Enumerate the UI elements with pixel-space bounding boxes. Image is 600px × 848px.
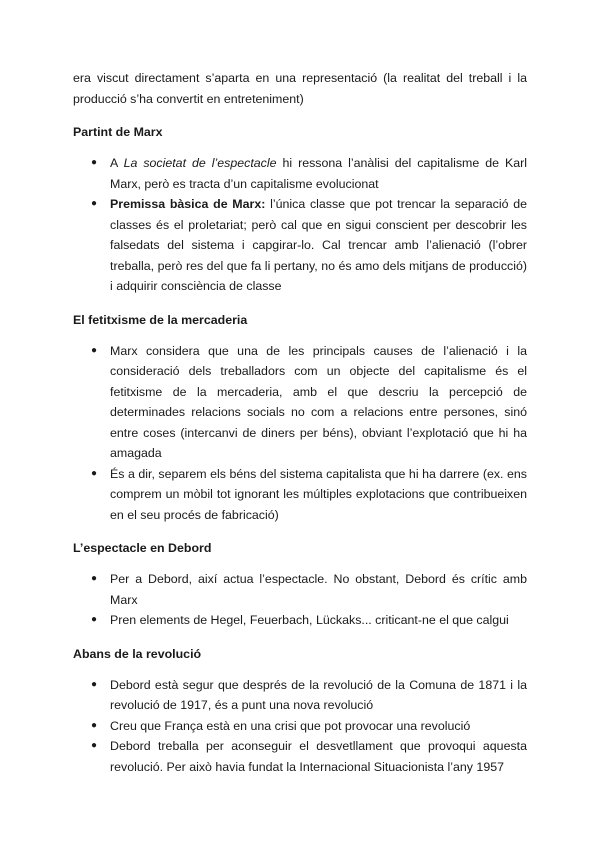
intro-paragraph: era viscut directament s’aparta en una representació (la realitat del treball i la producció s’ha convertit en entreteniment) (73, 71, 527, 106)
list-item: ● Pren elements de Hegel, Feuerbach, Lückaks... criticant-ne el que calgui (73, 610, 527, 631)
book-title: La societat de l’espectacle (123, 156, 277, 170)
list-item: ● Marx considera que una de les principals causes de l’alienació i la consideració dels treballadors com un objecte del capitalisme és el fetitxisme de la mercaderia, amb el que descriu la percepció de determinades relacions socials no com a relacions entre persones, sinó entre coses (intercanvi de diners per béns), obviant l’explotació que hi ha amagada (73, 341, 527, 464)
bullet-icon: ● (90, 198, 98, 209)
bullet-icon: ● (90, 678, 98, 690)
list-item: ● Per a Debord, així actua l’espectacle. No obstant, Debord és crític amb Marx (73, 569, 527, 610)
bullet-list-abans-revolucio (73, 675, 527, 778)
list-item: ● Debord està segur que després de la revolució de la Comuna de 1871 i la revolució de 1917, és a punt una nova revolució (73, 675, 527, 716)
bullet-icon: ● (90, 740, 98, 751)
bullet-icon: ● (90, 344, 98, 356)
bullet-icon: ● (90, 157, 98, 168)
bold-lead: Premissa bàsica de Marx: (110, 197, 266, 211)
list-item: ● És a dir, separem els béns del sistema capitalista que hi ha darrere (ex. ens comprem un mòbil tot ignorant les múltiples explotacions que contribueixen en el seu procés de fabricació) (73, 464, 527, 526)
bullet-icon: ● (90, 719, 98, 731)
list-item: ● Creu que França està en una crisi que pot provocar una revolució (73, 716, 527, 737)
list-item: ● Debord treballa per aconseguir el desvetllament que provoqui aquesta revolució. Per això havia fundat la Internacional Situacionista l’any 1957 (73, 736, 527, 777)
list-item: ● Premissa bàsica de Marx: l’única classe que pot trencar la separació de classes és el proletariat; però cal que en sigui conscient per descobrir les falsedats del sistema i capgirar-lo. Cal trencar amb l’alienació (l’obrer treballa, però res del que fa li pertany, no és amo dels mitjans de producció) i adquirir consciència de classe (73, 194, 527, 297)
section-heading-partint-de-marx: Partint de Marx (73, 125, 163, 139)
section-heading-espectacle-debord: L’espectacle en Debord (73, 541, 212, 555)
document-page (73, 68, 527, 777)
bullet-list-fetitxisme (73, 341, 527, 526)
bullet-list-espectacle-debord (73, 569, 527, 631)
section-heading-abans-revolucio: Abans de la revolució (73, 646, 202, 661)
bullet-icon: ● (90, 614, 98, 625)
bullet-list-partint-de-marx (73, 153, 527, 297)
list-item: ● A La societat de l’espectacle hi ressona l’anàlisi del capitalisme de Karl Marx, però es tracta d’un capitalisme evolucionat (73, 153, 527, 194)
bullet-icon: ● (90, 467, 98, 479)
section-heading-fetitxisme: El fetitxisme de la mercaderia (73, 312, 248, 327)
bullet-icon: ● (90, 573, 98, 584)
